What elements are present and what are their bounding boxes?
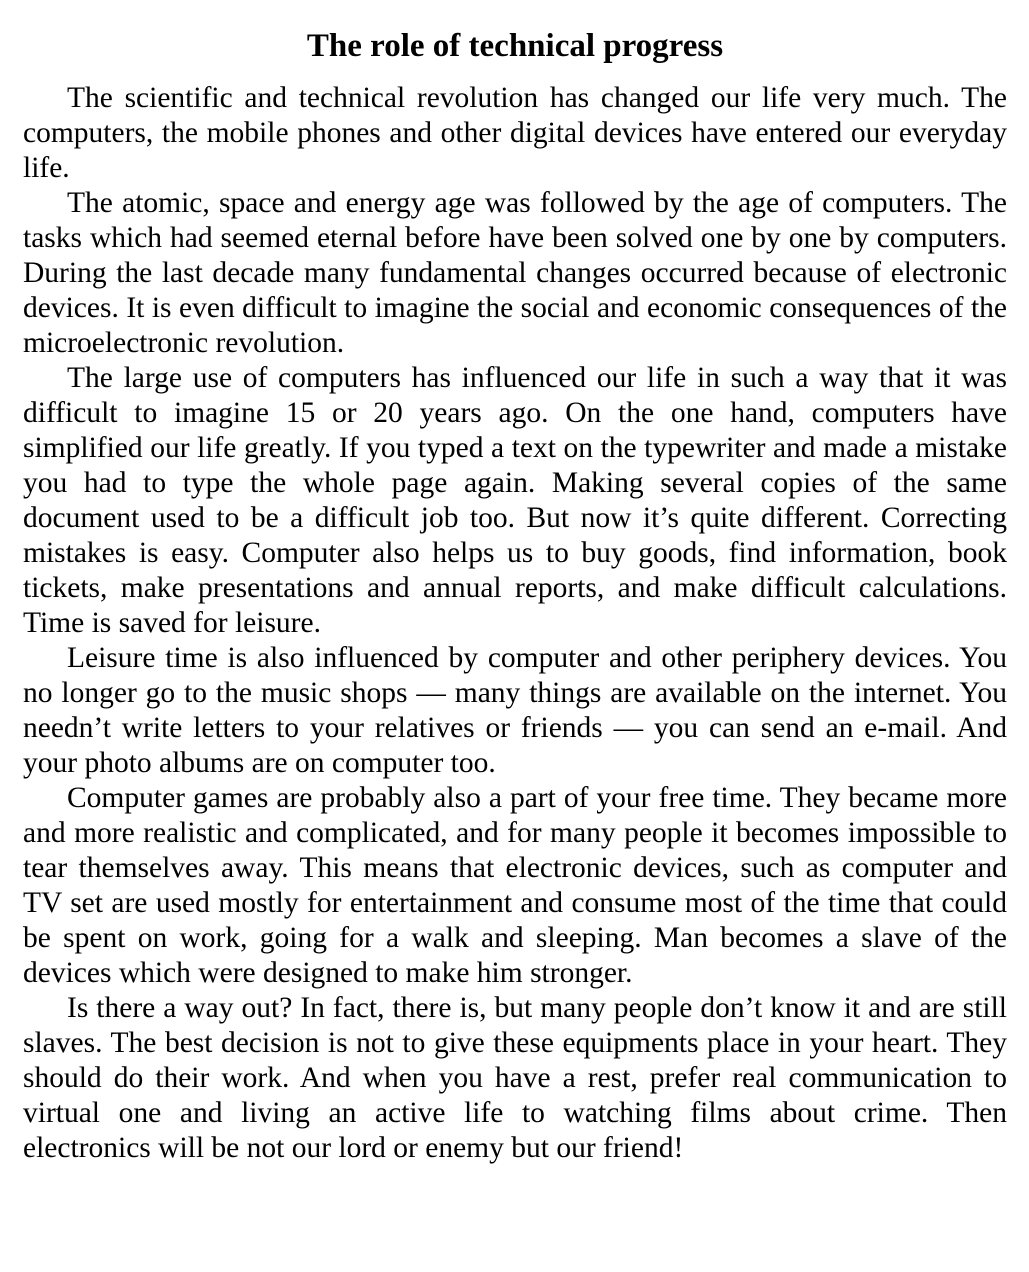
- paragraph-6: Is there a way out? In fact, there is, but many people don’t know it and are still slaves. The best decision is not to give these equipments place in your heart. They should do their work. And when you have a rest, prefer real communication to virtual one and living an active life to watching films about crime. Then electronics will be not our lord or enemy but our friend!: [23, 992, 1007, 1164]
- paragraph-3: The large use of computers has influenced our life in such a way that it was difficult to imagine 15 or 20 years ago. On the one hand, computers have simplified our life greatly. If you typed a text on the typewriter and made a mistake you had to type the whole page again. Making several copies of the same document used to be a difficult job too. But now it’s quite different. Correcting mistakes is easy. Computer also helps us to buy goods, find information, book tickets, make presentations and annual reports, and make difficult calculations. Time is saved for leisure.: [23, 362, 1007, 639]
- paragraph-5: Computer games are probably also a part of your free time. They became more and more realistic and complicated, and for many people it becomes impossible to tear themselves away. This means that electronic devices, such as computer and TV set are used mostly for entertainment and consume most of the time that could be spent on work, going for a walk and sleeping. Man becomes a slave of the devices which were designed to make him stronger.: [23, 782, 1007, 989]
- paragraph-4: Leisure time is also influenced by computer and other periphery devices. You no longer go to the music shops — many things are available on the internet. You needn’t write letters to your relatives or friends — you can send an e-mail. And your photo albums are on computer too.: [23, 642, 1007, 779]
- document-title: The role of technical progress: [306, 28, 724, 64]
- paragraph-2: The atomic, space and energy age was followed by the age of computers. The tasks which had seemed eternal before have been solved one by one by computers. During the last decade many fundamental changes occurred because of electronic devices. It is even difficult to imagine the social and economic consequences of the microelectronic revolution.: [23, 187, 1007, 359]
- paragraph-1: The scientific and technical revolution has changed our life very much. The computers, the mobile phones and other digital devices have entered our everyday life.: [23, 82, 1007, 184]
